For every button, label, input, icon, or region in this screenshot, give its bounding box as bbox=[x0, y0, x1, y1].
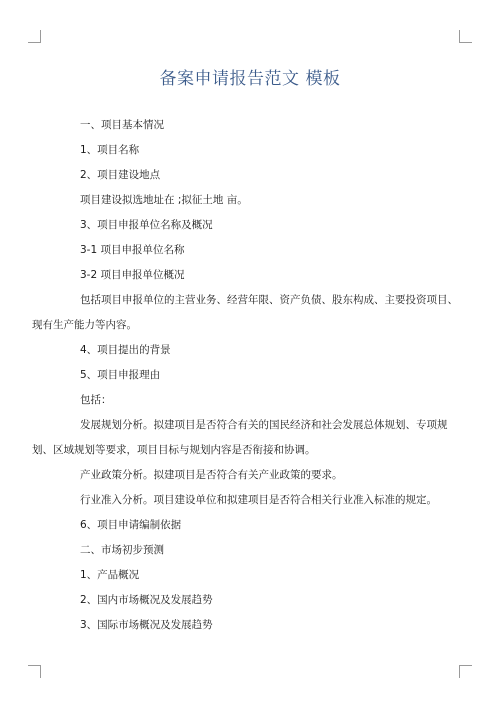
page-corner-mark-bottom-left bbox=[28, 665, 41, 678]
item-project-name: 1、项目名称 bbox=[80, 144, 140, 156]
page-corner-mark-bottom-right bbox=[459, 665, 472, 678]
item-domestic-market: 2、国内市场概况及发展趋势 bbox=[80, 594, 213, 606]
item-application-basis: 6、项目申请编制依据 bbox=[80, 519, 182, 531]
paragraph-applicant-content-cont: 现有生产能力等内容。 bbox=[32, 319, 137, 331]
paragraph-includes: 包括： bbox=[80, 394, 112, 406]
page-corner-mark-top-right bbox=[459, 30, 472, 43]
item-product-overview: 1、产品概况 bbox=[80, 569, 140, 581]
paragraph-planning-analysis: 发展规划分析。拟建项目是否符合有关的国民经济和社会发展总体规划、专项规 bbox=[80, 419, 448, 431]
section-heading-basic-info: 一、项目基本情况 bbox=[80, 119, 164, 131]
paragraph-planning-analysis-cont: 划、区域规划等要求，项目目标与规划内容是否衔接和协调。 bbox=[32, 444, 316, 456]
paragraph-location-detail: 项目建设拟选地址在 ;拟征土地 亩。 bbox=[80, 194, 248, 206]
document-title: 备案申请报告范文 模板 bbox=[159, 69, 341, 89]
paragraph-industry-policy: 产业政策分析。拟建项目是否符合有关产业政策的要求。 bbox=[80, 469, 343, 481]
item-application-reasons: 5、项目申报理由 bbox=[80, 369, 161, 381]
paragraph-applicant-content: 包括项目申报单位的主营业务、经营年限、资产负债、股东构成、主要投资项目、 bbox=[80, 294, 458, 306]
item-project-location: 2、项目建设地点 bbox=[80, 169, 161, 181]
paragraph-industry-access: 行业准入分析。项目建设单位和拟建项目是否符合相关行业准入标准的规定。 bbox=[80, 494, 437, 506]
page-corner-mark-top-left bbox=[28, 30, 41, 43]
section-heading-market-forecast: 二、市场初步预测 bbox=[80, 544, 164, 556]
item-applicant-overview: 3、项目申报单位名称及概况 bbox=[80, 219, 213, 231]
subitem-applicant-name: 3-1 项目申报单位名称 bbox=[80, 244, 185, 256]
item-project-background: 4、项目提出的背景 bbox=[80, 344, 171, 356]
subitem-applicant-overview: 3-2 项目申报单位概况 bbox=[80, 269, 185, 281]
item-international-market: 3、国际市场概况及发展趋势 bbox=[80, 619, 213, 631]
